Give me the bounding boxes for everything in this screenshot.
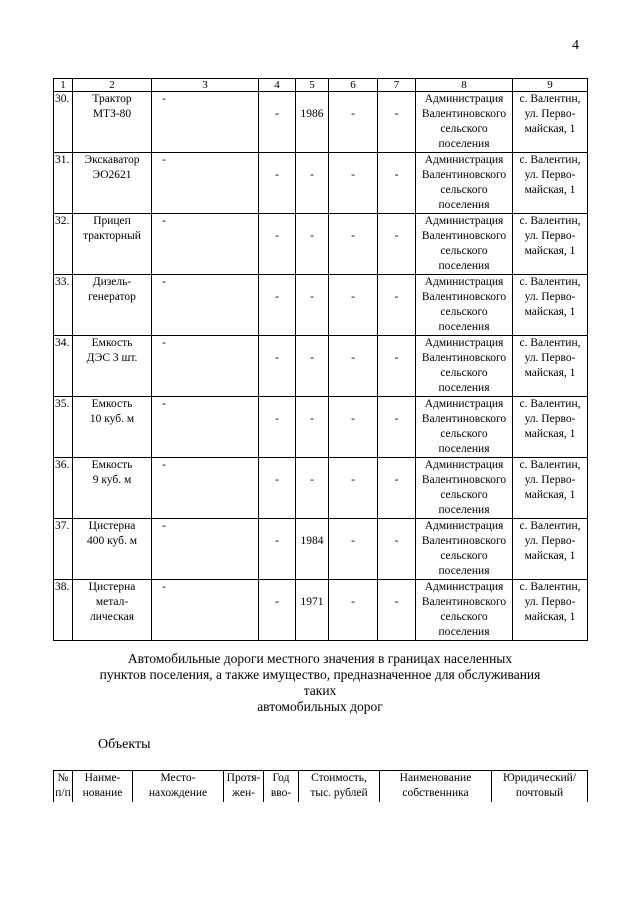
item-name: Трактор МТЗ-80 bbox=[73, 92, 152, 153]
cost-cell: - bbox=[329, 580, 378, 641]
column-number: 7 bbox=[378, 79, 416, 92]
column-number-row bbox=[54, 79, 588, 92]
length-cell: - bbox=[259, 153, 296, 214]
owner-cell: Администрация Валентиновского сельского поселения bbox=[416, 92, 513, 153]
table-row bbox=[54, 580, 588, 641]
length-cell: - bbox=[259, 214, 296, 275]
header-cell-owner: Наименование собственника bbox=[380, 771, 492, 803]
extra-cell: - bbox=[378, 92, 416, 153]
column-number: 3 bbox=[152, 79, 259, 92]
location-cell: - bbox=[152, 336, 259, 397]
address-cell: с. Валентин, ул. Перво- майская, 1 bbox=[513, 153, 588, 214]
row-number: 37. bbox=[54, 519, 73, 580]
cost-cell: - bbox=[329, 92, 378, 153]
cost-cell: - bbox=[329, 153, 378, 214]
item-name: Экскаватор ЭО2621 bbox=[73, 153, 152, 214]
column-number: 2 bbox=[73, 79, 152, 92]
year-cell: - bbox=[296, 275, 329, 336]
length-cell: - bbox=[259, 580, 296, 641]
header-cell-year: Год вво- bbox=[264, 771, 299, 803]
length-cell: - bbox=[259, 458, 296, 519]
header-cell-location: Место- нахождение bbox=[133, 771, 224, 803]
length-cell: - bbox=[259, 397, 296, 458]
table-row bbox=[54, 275, 588, 336]
length-cell: - bbox=[259, 336, 296, 397]
extra-cell: - bbox=[378, 397, 416, 458]
length-cell: - bbox=[259, 275, 296, 336]
address-cell: с. Валентин, ул. Перво- майская, 1 bbox=[513, 458, 588, 519]
owner-cell: Администрация Валентиновского сельского поселения bbox=[416, 214, 513, 275]
extra-cell: - bbox=[378, 519, 416, 580]
year-cell: - bbox=[296, 397, 329, 458]
item-name: Емкость 9 куб. м bbox=[73, 458, 152, 519]
header-cell-name: Наиме- нование bbox=[73, 771, 133, 803]
address-cell: с. Валентин, ул. Перво- майская, 1 bbox=[513, 214, 588, 275]
location-cell: - bbox=[152, 153, 259, 214]
cost-cell: - bbox=[329, 336, 378, 397]
extra-cell: - bbox=[378, 580, 416, 641]
header-cell-address: Юридический/ почтовый bbox=[492, 771, 588, 803]
address-cell: с. Валентин, ул. Перво- майская, 1 bbox=[513, 397, 588, 458]
item-name: Цистерна 400 куб. м bbox=[73, 519, 152, 580]
row-number: 30. bbox=[54, 92, 73, 153]
year-cell: - bbox=[296, 214, 329, 275]
column-number: 6 bbox=[329, 79, 378, 92]
header-cell-cost: Стоимость, тыс. рублей bbox=[299, 771, 380, 803]
item-name: Емкость ДЭС 3 шт. bbox=[73, 336, 152, 397]
location-cell: - bbox=[152, 397, 259, 458]
header-cell-length: Протя- жен- bbox=[224, 771, 264, 803]
cost-cell: - bbox=[329, 214, 378, 275]
year-cell: - bbox=[296, 336, 329, 397]
column-number: 4 bbox=[259, 79, 296, 92]
address-cell: с. Валентин, ул. Перво- майская, 1 bbox=[513, 580, 588, 641]
row-number: 38. bbox=[54, 580, 73, 641]
extra-cell: - bbox=[378, 458, 416, 519]
table-row bbox=[54, 397, 588, 458]
owner-cell: Администрация Валентиновского сельского поселения bbox=[416, 580, 513, 641]
year-cell: 1971 bbox=[296, 580, 329, 641]
item-name: Прицеп тракторный bbox=[73, 214, 152, 275]
cost-cell: - bbox=[329, 458, 378, 519]
item-name: Емкость 10 куб. м bbox=[73, 397, 152, 458]
address-cell: с. Валентин, ул. Перво- майская, 1 bbox=[513, 336, 588, 397]
row-number: 33. bbox=[54, 275, 73, 336]
year-cell: 1986 bbox=[296, 92, 329, 153]
cost-cell: - bbox=[329, 397, 378, 458]
section-heading: Автомобильные дороги местного значения в границах населенных пунктов поселения, а также имущество, предназначенное для обслуживания таких автомобильных дорог bbox=[99, 651, 541, 714]
owner-cell: Администрация Валентиновского сельского поселения bbox=[416, 275, 513, 336]
row-number: 32. bbox=[54, 214, 73, 275]
item-name: Цистерна метал- лическая bbox=[73, 580, 152, 641]
row-number: 36. bbox=[54, 458, 73, 519]
column-number: 5 bbox=[296, 79, 329, 92]
owner-cell: Администрация Валентиновского сельского поселения bbox=[416, 519, 513, 580]
item-name: Дизель- генератор bbox=[73, 275, 152, 336]
location-cell: - bbox=[152, 458, 259, 519]
owner-cell: Администрация Валентиновского сельского поселения bbox=[416, 153, 513, 214]
owner-cell: Администрация Валентиновского сельского поселения bbox=[416, 336, 513, 397]
year-cell: 1984 bbox=[296, 519, 329, 580]
row-number: 34. bbox=[54, 336, 73, 397]
column-number: 9 bbox=[513, 79, 588, 92]
address-cell: с. Валентин, ул. Перво- майская, 1 bbox=[513, 92, 588, 153]
owner-cell: Администрация Валентиновского сельского поселения bbox=[416, 458, 513, 519]
table-row bbox=[54, 519, 588, 580]
year-cell: - bbox=[296, 153, 329, 214]
location-cell: - bbox=[152, 214, 259, 275]
owner-cell: Администрация Валентиновского сельского поселения bbox=[416, 397, 513, 458]
table-row bbox=[54, 458, 588, 519]
extra-cell: - bbox=[378, 336, 416, 397]
column-number: 1 bbox=[54, 79, 73, 92]
location-cell: - bbox=[152, 92, 259, 153]
cost-cell: - bbox=[329, 519, 378, 580]
extra-cell: - bbox=[378, 275, 416, 336]
year-cell: - bbox=[296, 458, 329, 519]
cost-cell: - bbox=[329, 275, 378, 336]
length-cell: - bbox=[259, 92, 296, 153]
location-cell: - bbox=[152, 580, 259, 641]
objects-label: Объекты bbox=[98, 737, 151, 752]
roads-header-row bbox=[54, 771, 588, 803]
row-number: 35. bbox=[54, 397, 73, 458]
address-cell: с. Валентин, ул. Перво- майская, 1 bbox=[513, 519, 588, 580]
header-cell-number: № п/п bbox=[54, 771, 73, 803]
table-row bbox=[54, 336, 588, 397]
table-row bbox=[54, 214, 588, 275]
roads-table-header bbox=[53, 770, 588, 802]
row-number: 31. bbox=[54, 153, 73, 214]
column-number: 8 bbox=[416, 79, 513, 92]
property-table bbox=[53, 78, 588, 641]
table-row bbox=[54, 153, 588, 214]
extra-cell: - bbox=[378, 153, 416, 214]
table-row bbox=[54, 92, 588, 153]
location-cell: - bbox=[152, 275, 259, 336]
address-cell: с. Валентин, ул. Перво- майская, 1 bbox=[513, 275, 588, 336]
extra-cell: - bbox=[378, 214, 416, 275]
location-cell: - bbox=[152, 519, 259, 580]
page-number: 4 bbox=[572, 38, 579, 53]
length-cell: - bbox=[259, 519, 296, 580]
